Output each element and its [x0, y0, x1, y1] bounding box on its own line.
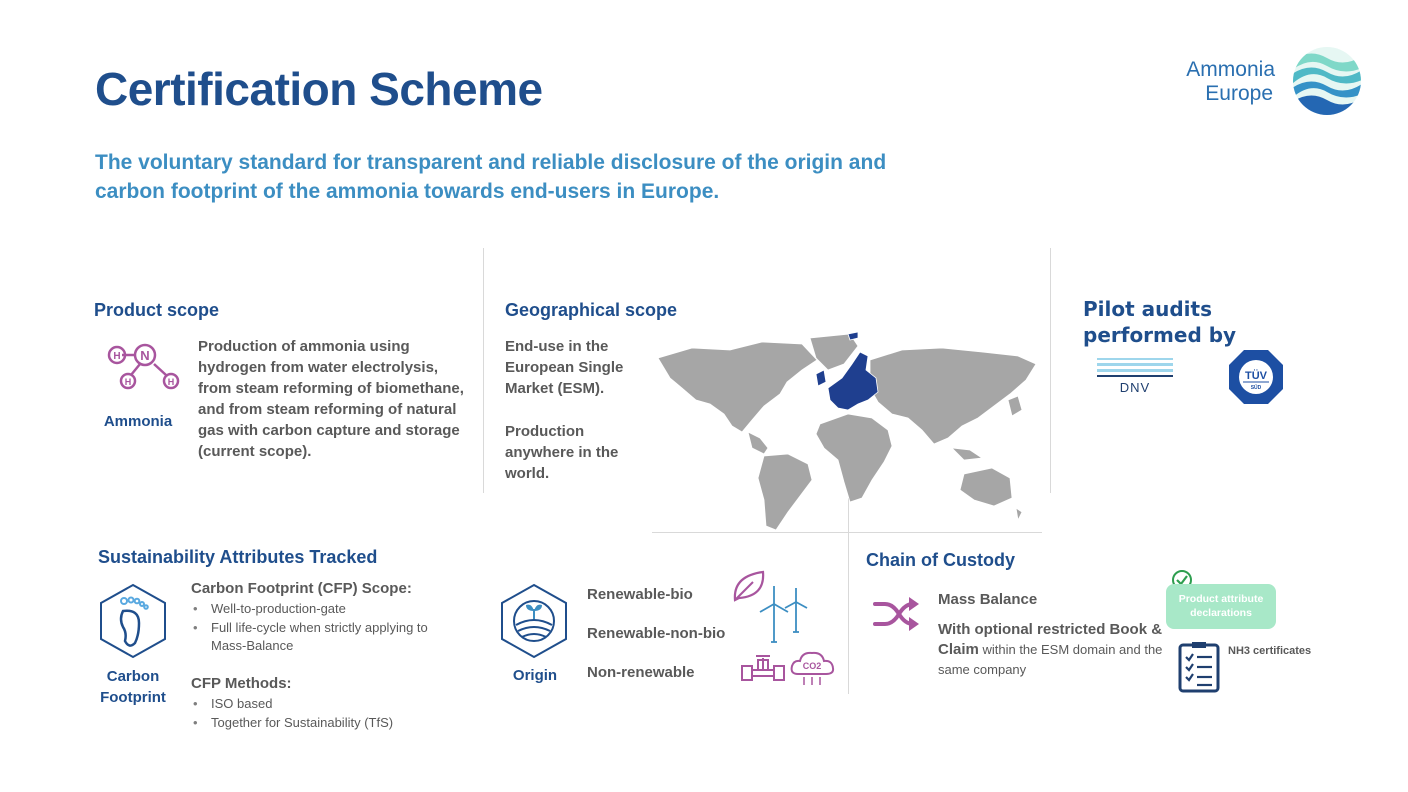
ammonia-label: Ammonia — [103, 413, 173, 430]
co2-cloud-icon — [788, 650, 836, 688]
origin-non-renewable: Non-renewable — [587, 664, 695, 681]
geo-scope-enduse: End-use in the European Single Market (ESM). — [505, 338, 624, 397]
list-item: • Well-to-production-gate — [191, 600, 466, 619]
dnv-logo — [1097, 358, 1173, 395]
shuffle-icon — [873, 594, 921, 634]
sustainability-heading: Sustainability Attributes Tracked — [98, 547, 378, 567]
tuv-logo-text: TÜV — [1245, 370, 1267, 382]
origin-label: Origin — [512, 667, 558, 684]
tuv-logo-icon — [1228, 349, 1284, 405]
origin-icon — [500, 583, 568, 659]
carbon-footprint-label: Carbon Footprint — [100, 668, 166, 706]
logo-line-1: Ammonia — [1186, 58, 1275, 81]
list-item: • Together for Sustainability (TfS) — [191, 714, 466, 733]
cfp-methods-list — [191, 695, 466, 732]
origin-renewable-non-bio: Renewable-non-bio — [587, 625, 726, 642]
chain-of-custody-heading: Chain of Custody — [866, 550, 1015, 570]
nh3-certificates-label: NH3 certificates — [1228, 645, 1312, 657]
wind-turbine-icon — [758, 582, 810, 644]
book-and-claim-bold: With optional restricted Book & Claim — [938, 621, 1163, 658]
origin-renewable-bio: Renewable-bio — [587, 586, 693, 603]
dnv-logo-text: DNV — [1119, 380, 1151, 395]
geo-scope-production: Production anywhere in the world. — [505, 423, 619, 482]
product-scope-text: Production of ammonia using hydrogen from water electrolysis, from steam reforming of biomethane, and from steam reforming of natural gas with carbon capture and storage (current scope). — [198, 338, 464, 460]
geo-scope-heading: Geographical scope — [505, 300, 678, 320]
world-map-icon — [652, 330, 1044, 532]
pilot-audits-heading: Pilot audits performed by — [1083, 297, 1237, 347]
cfp-scope-heading: Carbon Footprint (CFP) Scope: — [191, 580, 412, 597]
co2-text: CO2 — [802, 661, 822, 671]
book-and-claim-text — [938, 620, 1168, 680]
certificate-checklist-icon — [1178, 641, 1220, 693]
tuv-sub-text: SÜD — [1250, 385, 1262, 391]
list-item: • Full life-cycle when strictly applying to Mass-Balance — [191, 619, 466, 656]
mass-balance-label: Mass Balance — [938, 591, 1038, 608]
svg-text:H: H — [167, 377, 175, 387]
book-and-claim-rest: within the ESM domain and the same company — [938, 642, 1163, 677]
list-item: • ISO based — [191, 695, 466, 714]
cfp-scope-list — [191, 600, 466, 656]
svg-text:H: H — [124, 377, 132, 387]
svg-text:N: N — [140, 348, 150, 363]
footprint-icon — [99, 583, 167, 659]
cfp-methods-heading: CFP Methods: — [191, 675, 292, 692]
pipeline-valve-icon — [740, 650, 786, 686]
logo-line-2: Europe — [1205, 82, 1273, 105]
ammonia-molecule-icon — [107, 342, 183, 394]
page-subtitle: The voluntary standard for transparent and reliable disclosure of the origin and carbon footprint of the ammonia towards end-users in Europe. — [95, 151, 887, 203]
wave-logo-icon — [1292, 46, 1362, 116]
product-scope-heading: Product scope — [94, 300, 220, 320]
svg-text:H: H — [113, 351, 121, 362]
product-attribute-badge: Product attribute declarations — [1166, 584, 1276, 629]
brand-logo-text — [1163, 58, 1275, 106]
page-title: Certification Scheme — [95, 63, 543, 115]
